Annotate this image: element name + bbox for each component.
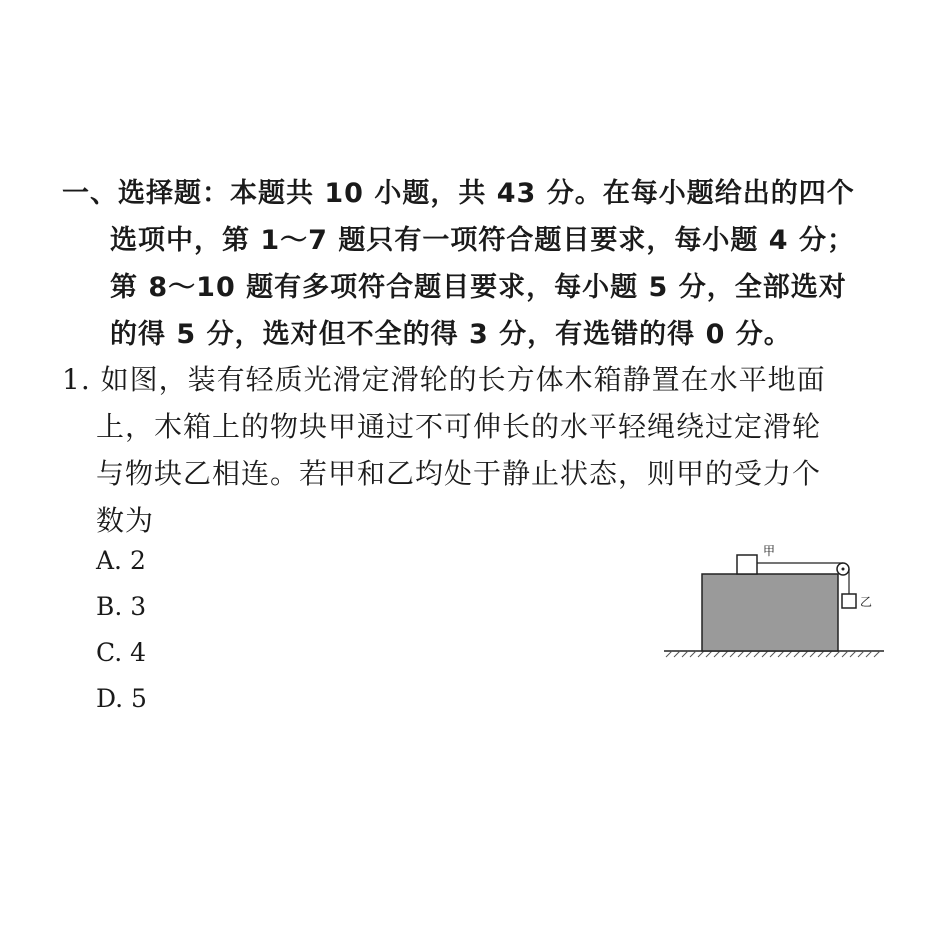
option-d[interactable]: D. 5 <box>96 684 147 713</box>
section-header <box>62 170 902 358</box>
option-c[interactable]: C. 4 <box>96 638 147 667</box>
answer-options <box>96 538 147 722</box>
label-yi: 乙 <box>860 595 873 609</box>
option-b[interactable]: B. 3 <box>96 592 147 621</box>
wooden-box <box>702 574 838 651</box>
physics-diagram <box>660 540 890 665</box>
pulley-axle <box>842 568 845 571</box>
question-1-stem <box>62 356 902 544</box>
question-line: 1. 如图，装有轻质光滑定滑轮的长方体木箱静置在水平地面 <box>62 363 826 396</box>
block-jia <box>737 555 757 574</box>
section-header-line: 第 8～10 题有多项符合题目要求，每小题 5 分，全部选对 <box>110 272 847 303</box>
section-header-line: 的得 5 分，选对但不全的得 3 分，有选错的得 0 分。 <box>110 319 792 350</box>
question-line: 与物块乙相连。若甲和乙均处于静止状态，则甲的受力个 <box>96 457 822 490</box>
block-yi <box>842 594 856 608</box>
option-a[interactable]: A. 2 <box>96 546 146 575</box>
section-header-line: 一、选择题：本题共 10 小题，共 43 分。在每小题给出的四个 <box>62 178 855 209</box>
ground-hatching <box>666 651 880 657</box>
label-jia: 甲 <box>763 544 776 558</box>
question-line: 上，木箱上的物块甲通过不可伸长的水平轻绳绕过定滑轮 <box>96 410 822 443</box>
question-line: 数为 <box>96 504 155 537</box>
section-header-line: 选项中，第 1～7 题只有一项符合题目要求，每小题 4 分； <box>110 225 855 256</box>
